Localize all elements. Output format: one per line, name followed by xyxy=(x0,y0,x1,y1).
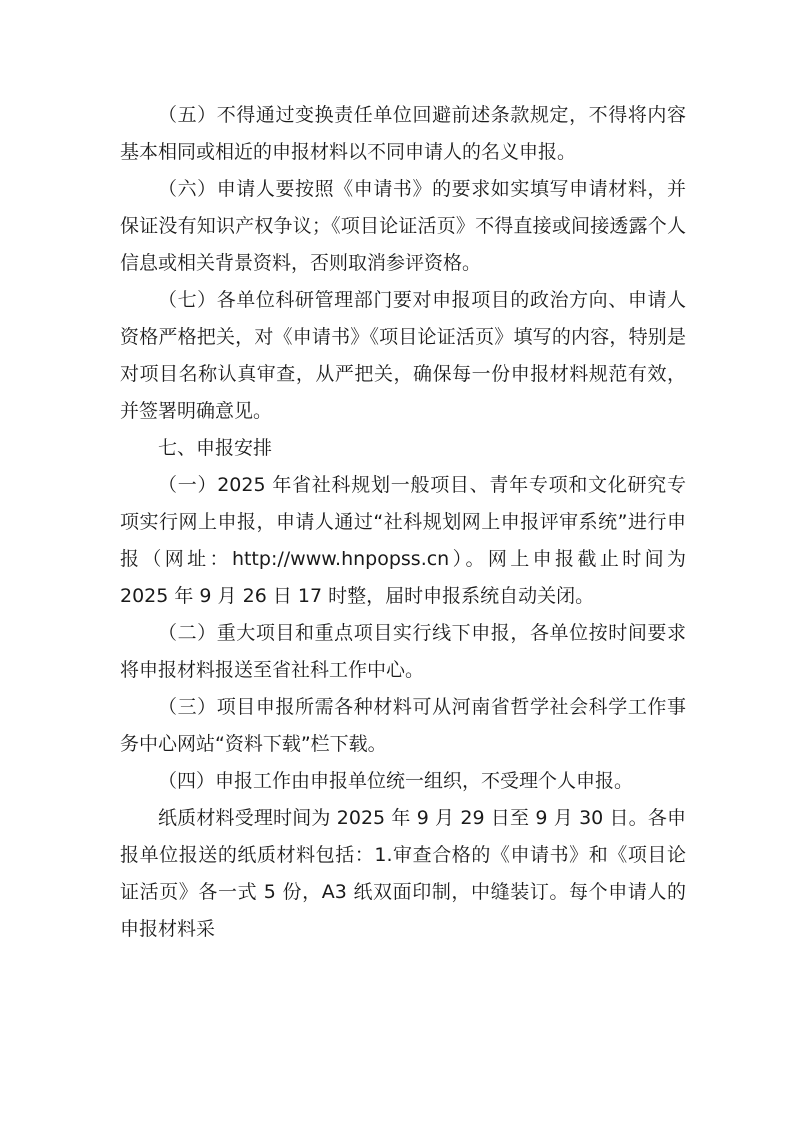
paragraph-online-submission: （一）2025 年省社科规划一般项目、青年专项和文化研究专项实行网上申报，申请人通过“社科规划网上申报评审系统”进行申报（网址：http://www.hnpopss.cn）。网上申报截止时间为 2025 年 9 月 26 日 17 时整，届时申报系统自动关闭。 xyxy=(120,474,686,607)
document-body xyxy=(120,97,686,948)
paragraph-organization: （四）申报工作由申报单位统一组织，不受理个人申报。 xyxy=(158,770,634,792)
paragraph-materials-download: （三）项目申报所需各种材料可从河南省哲学社会科学工作事务中心网站“资料下载”栏下载。 xyxy=(120,696,686,755)
paragraph-item-7: （七）各单位科研管理部门要对申报项目的政治方向、申请人资格严格把关，对《申请书》《项目论证活页》填写的内容，特别是对项目名称认真审查，从严把关，确保每一份申报材料规范有效，并签署明确意见。 xyxy=(120,289,686,422)
paragraph-item-6: （六）申请人要按照《申请书》的要求如实填写申请材料，并保证没有知识产权争议；《项目论证活页》不得直接或间接透露个人信息或相关背景资料，否则取消参评资格。 xyxy=(120,178,686,274)
paragraph-offline-submission: （二）重大项目和重点项目实行线下申报，各单位按时间要求将申报材料报送至省社科工作中心。 xyxy=(120,622,686,681)
paragraph-paper-materials: 纸质材料受理时间为 2025 年 9 月 29 日至 9 月 30 日。各申报单位报送的纸质材料包括：1.审查合格的《申请书》和《项目论证活页》各一式 5 份，A3 纸双面印制，中缝装订。每个申请人的申报材料采 xyxy=(120,807,686,940)
section-heading: 七、申报安排 xyxy=(158,437,273,459)
paragraph-item-5: （五）不得通过变换责任单位回避前述条款规定，不得将内容基本相同或相近的申报材料以不同申请人的名义申报。 xyxy=(120,104,686,163)
